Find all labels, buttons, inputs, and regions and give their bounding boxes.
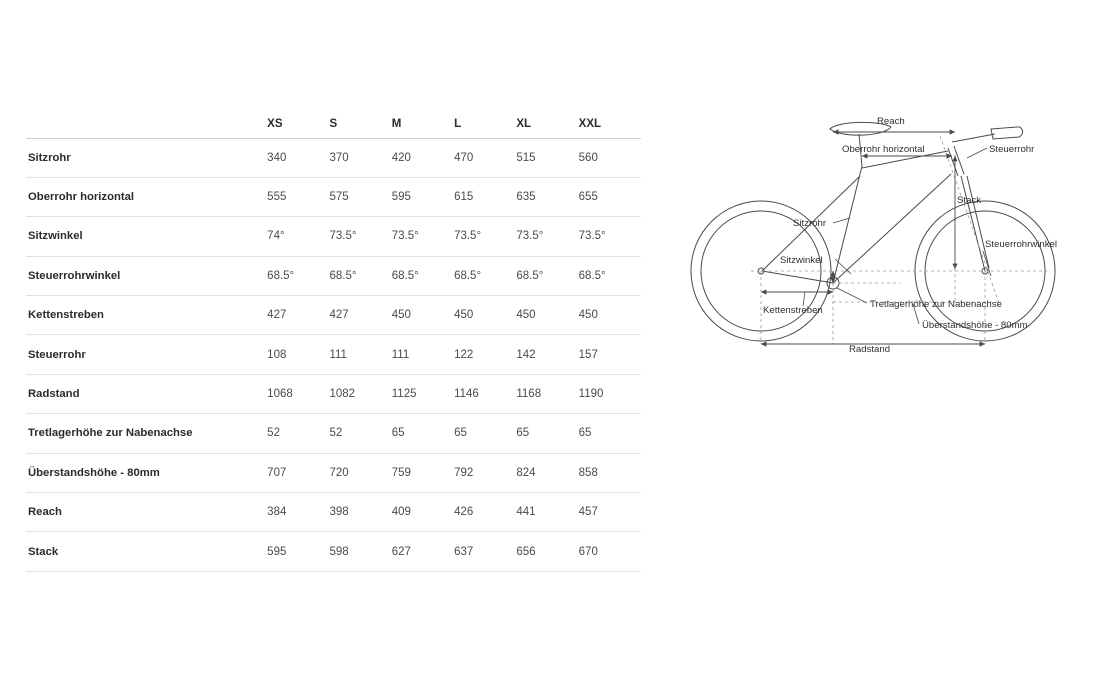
cell-radstand-s: 1082 xyxy=(329,374,391,413)
column-header-l: L xyxy=(454,116,516,138)
table-row xyxy=(26,453,641,492)
cell-kettenstreben-xs: 427 xyxy=(267,296,329,335)
cell-oberrohr-xs: 555 xyxy=(267,177,329,216)
chainstay xyxy=(762,271,833,283)
cell-tretlagerhoehe-l: 65 xyxy=(454,414,516,453)
cell-reach-xxl: 457 xyxy=(579,493,641,532)
cell-radstand-m: 1125 xyxy=(392,374,454,413)
cell-tretlagerhoehe-xs: 52 xyxy=(267,414,329,453)
cell-radstand-xs: 1068 xyxy=(267,374,329,413)
table-header xyxy=(26,116,641,138)
cell-sitzwinkel-xs: 74° xyxy=(267,217,329,256)
cell-oberrohr-xl: 635 xyxy=(516,177,578,216)
row-label-ueberstandshoehe: Überstandshöhe - 80mm xyxy=(26,453,267,492)
cell-stack-m: 627 xyxy=(392,532,454,571)
table-row xyxy=(26,138,641,177)
cell-steuerrohr-m: 111 xyxy=(392,335,454,374)
row-label-radstand: Radstand xyxy=(26,374,267,413)
cell-radstand-xxl: 1190 xyxy=(579,374,641,413)
cell-ueberstandshoehe-xl: 824 xyxy=(516,453,578,492)
row-label-kettenstreben: Kettenstreben xyxy=(26,296,267,335)
cell-steuerrohrwinkel-xxl: 68.5° xyxy=(579,256,641,295)
cell-ueberstandshoehe-xxl: 858 xyxy=(579,453,641,492)
cell-stack-xl: 656 xyxy=(516,532,578,571)
table-row xyxy=(26,256,641,295)
label-tretlagerhoehe: Tretlagerhöhe zur Nabenachse xyxy=(870,299,1002,310)
column-header-blank xyxy=(26,116,267,138)
table-row xyxy=(26,335,641,374)
column-header-m: M xyxy=(392,116,454,138)
leader-kettenstreben xyxy=(803,292,805,306)
geometry-table-container xyxy=(26,116,641,572)
cell-ueberstandshoehe-xs: 707 xyxy=(267,453,329,492)
leader-steuerrohrwinkel xyxy=(983,251,991,276)
cell-reach-xl: 441 xyxy=(516,493,578,532)
label-reach: Reach xyxy=(877,116,905,127)
label-steuerrohrwinkel: Steuerrohrwinkel xyxy=(985,239,1057,250)
label-radstand: Radstand xyxy=(849,344,891,355)
label-steuerrohr: Steuerrohr xyxy=(989,144,1035,155)
cell-radstand-l: 1146 xyxy=(454,374,516,413)
table-body xyxy=(26,138,641,571)
row-label-oberrohr-horizontal: Oberrohr horizontal xyxy=(26,177,267,216)
cell-stack-xxl: 670 xyxy=(579,532,641,571)
row-label-steuerrohr: Steuerrohr xyxy=(26,335,267,374)
cell-stack-s: 598 xyxy=(329,532,391,571)
row-label-steuerrohrwinkel: Steuerrohrwinkel xyxy=(26,256,267,295)
cell-stack-xs: 595 xyxy=(267,532,329,571)
column-header-xl: XL xyxy=(516,116,578,138)
cell-oberrohr-s: 575 xyxy=(329,177,391,216)
cell-oberrohr-xxl: 655 xyxy=(579,177,641,216)
label-oberrohr: Oberrohr horizontal xyxy=(842,144,925,155)
row-label-sitzwinkel: Sitzwinkel xyxy=(26,217,267,256)
cell-reach-xs: 384 xyxy=(267,493,329,532)
table-row xyxy=(26,414,641,453)
cell-sitzrohr-m: 420 xyxy=(392,138,454,177)
cell-sitzwinkel-l: 73.5° xyxy=(454,217,516,256)
cell-oberrohr-l: 615 xyxy=(454,177,516,216)
cell-sitzrohr-l: 470 xyxy=(454,138,516,177)
cell-kettenstreben-s: 427 xyxy=(329,296,391,335)
cell-sitzrohr-s: 370 xyxy=(329,138,391,177)
cell-ueberstandshoehe-s: 720 xyxy=(329,453,391,492)
cell-kettenstreben-xl: 450 xyxy=(516,296,578,335)
label-sitzwinkel: Sitzwinkel xyxy=(780,255,823,266)
cell-stack-l: 637 xyxy=(454,532,516,571)
column-header-xxl: XXL xyxy=(579,116,641,138)
cell-steuerrohr-xl: 142 xyxy=(516,335,578,374)
table-row xyxy=(26,177,641,216)
cell-radstand-xl: 1168 xyxy=(516,374,578,413)
table-row xyxy=(26,532,641,571)
row-label-stack: Stack xyxy=(26,532,267,571)
handlebar xyxy=(991,127,1023,139)
column-header-s: S xyxy=(329,116,391,138)
cell-oberrohr-m: 595 xyxy=(392,177,454,216)
cell-sitzwinkel-xl: 73.5° xyxy=(516,217,578,256)
table-row xyxy=(26,296,641,335)
cell-tretlagerhoehe-xl: 65 xyxy=(516,414,578,453)
table-row xyxy=(26,374,641,413)
cell-steuerrohr-l: 122 xyxy=(454,335,516,374)
cell-kettenstreben-l: 450 xyxy=(454,296,516,335)
cell-tretlagerhoehe-s: 52 xyxy=(329,414,391,453)
cell-steuerrohrwinkel-xl: 68.5° xyxy=(516,256,578,295)
cell-steuerrohrwinkel-xs: 68.5° xyxy=(267,256,329,295)
geometry-table xyxy=(26,116,641,572)
label-kettenstreben: Kettenstreben xyxy=(763,305,823,316)
cell-sitzrohr-xl: 515 xyxy=(516,138,578,177)
down-tube xyxy=(833,174,951,283)
stem xyxy=(952,134,995,142)
label-sitzrohr: Sitzrohr xyxy=(793,218,827,229)
label-ueberstandshoehe: Überstandshöhe - 80mm xyxy=(922,320,1028,331)
column-header-xs: XS xyxy=(267,116,329,138)
row-label-reach: Reach xyxy=(26,493,267,532)
cell-reach-l: 426 xyxy=(454,493,516,532)
cell-sitzwinkel-xxl: 73.5° xyxy=(579,217,641,256)
table-row xyxy=(26,493,641,532)
cell-reach-m: 409 xyxy=(392,493,454,532)
cell-tretlagerhoehe-m: 65 xyxy=(392,414,454,453)
bike-geometry-diagram xyxy=(655,96,1107,386)
cell-sitzrohr-xxl: 560 xyxy=(579,138,641,177)
seat-tube xyxy=(833,166,862,283)
cell-sitzwinkel-m: 73.5° xyxy=(392,217,454,256)
cell-tretlagerhoehe-xxl: 65 xyxy=(579,414,641,453)
cell-steuerrohr-xxl: 157 xyxy=(579,335,641,374)
cell-ueberstandshoehe-m: 759 xyxy=(392,453,454,492)
cell-steuerrohrwinkel-s: 68.5° xyxy=(329,256,391,295)
cell-ueberstandshoehe-l: 792 xyxy=(454,453,516,492)
cell-steuerrohrwinkel-m: 68.5° xyxy=(392,256,454,295)
cell-steuerrohr-s: 111 xyxy=(329,335,391,374)
label-stack: Stack xyxy=(957,195,981,206)
cell-steuerrohrwinkel-l: 68.5° xyxy=(454,256,516,295)
table-row xyxy=(26,217,641,256)
cell-kettenstreben-xxl: 450 xyxy=(579,296,641,335)
headtube-axis-line xyxy=(940,136,1000,306)
leader-tretlager xyxy=(837,288,867,303)
cell-kettenstreben-m: 450 xyxy=(392,296,454,335)
leader-steuerrohr xyxy=(967,148,987,158)
cell-sitzwinkel-s: 73.5° xyxy=(329,217,391,256)
cell-steuerrohr-xs: 108 xyxy=(267,335,329,374)
row-label-sitzrohr: Sitzrohr xyxy=(26,138,267,177)
cell-reach-s: 398 xyxy=(329,493,391,532)
cell-sitzrohr-xs: 340 xyxy=(267,138,329,177)
table-header-row xyxy=(26,116,641,138)
leader-sitzrohr xyxy=(833,218,850,223)
fork-leg xyxy=(961,176,985,271)
row-label-tretlagerhoehe: Tretlagerhöhe zur Nabenachse xyxy=(26,414,267,453)
